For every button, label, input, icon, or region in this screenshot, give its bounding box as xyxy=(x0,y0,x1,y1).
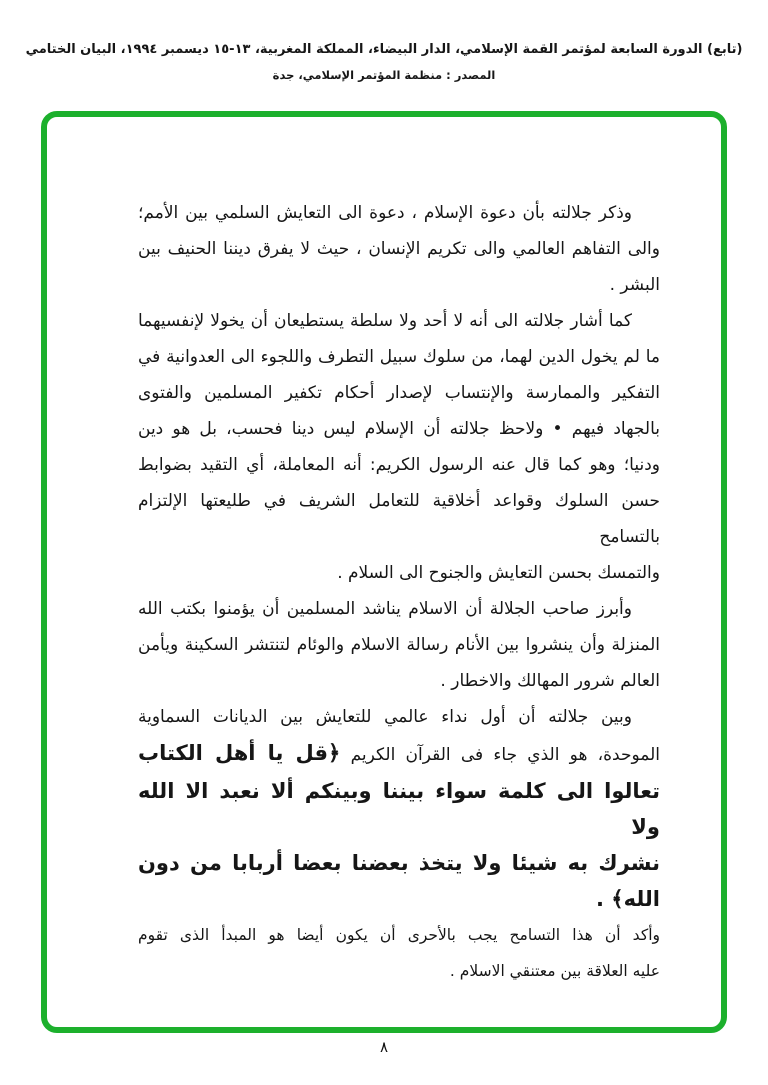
text-line: العالم شرور المهالك والاخطار . xyxy=(440,671,660,691)
body-text xyxy=(47,117,721,1027)
text-line: والى التفاهم العالمي والى تكريم الإنسان ، حيث لا يفرق ديننا الحنيف بين xyxy=(138,239,660,259)
text-line: ما لم يخول الدين لهما، من سلوك سبيل التطرف واللجوء الى العدوانية في xyxy=(138,347,660,367)
text-line: التفكير والممارسة والإنتساب لإصدار أحكام تكفير المسلمين والفتوى xyxy=(138,383,660,403)
paragraph xyxy=(138,591,660,699)
text-line: كما أشار جلالته الى أنه لا أحد ولا سلطة يستطيعان أن يخولا لإنفسيهما xyxy=(138,311,632,331)
text-line: تعالوا الى كلمة سواء بيننا وبينكم ألا نعبد الا الله ولا xyxy=(138,779,660,839)
text-line: الله﴾ . xyxy=(596,887,660,911)
content-border-box xyxy=(41,111,727,1033)
text-segment: الموحدة، هو الذي جاء فى القرآن الكريم xyxy=(340,745,660,765)
text-line: ودنيا؛ وهو كما قال عنه الرسول الكريم: أنه المعاملة، أي التقيد بضوابط xyxy=(138,455,660,475)
paragraph xyxy=(138,699,660,917)
text-line: وبين جلالته أن أول نداء عالمي للتعايش بين الديانات السماوية xyxy=(138,707,632,727)
document-header xyxy=(24,40,744,83)
text-line: وذكر جلالته بأن دعوة الإسلام ، دعوة الى التعايش السلمي بين الأمم؛ xyxy=(138,203,632,223)
quran-text-segment: ﴿قل يا أهل الكتاب xyxy=(138,741,341,765)
text-line: وأكد أن هذا التسامح يجب بالأحرى أن يكون أيضا هو المبدأ الذى تقوم xyxy=(138,926,660,944)
text-line: وأبرز صاحب الجلالة أن الاسلام يناشد المسلمين أن يؤمنوا بكتب الله xyxy=(138,599,632,619)
paragraph xyxy=(138,917,660,989)
page-number: ٨ xyxy=(379,1038,389,1056)
text-line: حسن السلوك وقواعد أخلاقية للتعامل الشريف في طليعتها الإلتزام بالتسامح xyxy=(138,491,660,547)
text-line: نشرك به شيئا ولا يتخذ بعضنا بعضا أربابا من دون xyxy=(138,851,660,875)
text-line: عليه العلاقة بين معتنقي الاسلام . xyxy=(449,962,660,980)
text-line: والتمسك بحسن التعايش والجنوح الى السلام . xyxy=(337,563,660,583)
text-line: البشر . xyxy=(609,275,660,295)
header-citation-line: (تابع) الدورة السابعة لمؤتمر القمة الإسلامي، الدار البيضاء، المملكة المغربية، ١٣-١٥ ديسمبر ١٩٩٤، البيان الختامي xyxy=(25,42,743,57)
text-line: المنزلة وأن ينشروا بين الأنام رسالة الاسلام والوئام لتنتشر السكينة ويأمن xyxy=(138,635,660,655)
text-line: بالجهاد فيهم • ولاحظ جلالته أن الإسلام ليس دينا فحسب، بل هو دين xyxy=(138,419,660,439)
paragraph xyxy=(138,195,660,303)
header-source-line: المصدر : منظمة المؤتمر الإسلامي، جدة xyxy=(272,68,496,82)
text-line xyxy=(138,735,660,773)
paragraph xyxy=(138,303,660,591)
